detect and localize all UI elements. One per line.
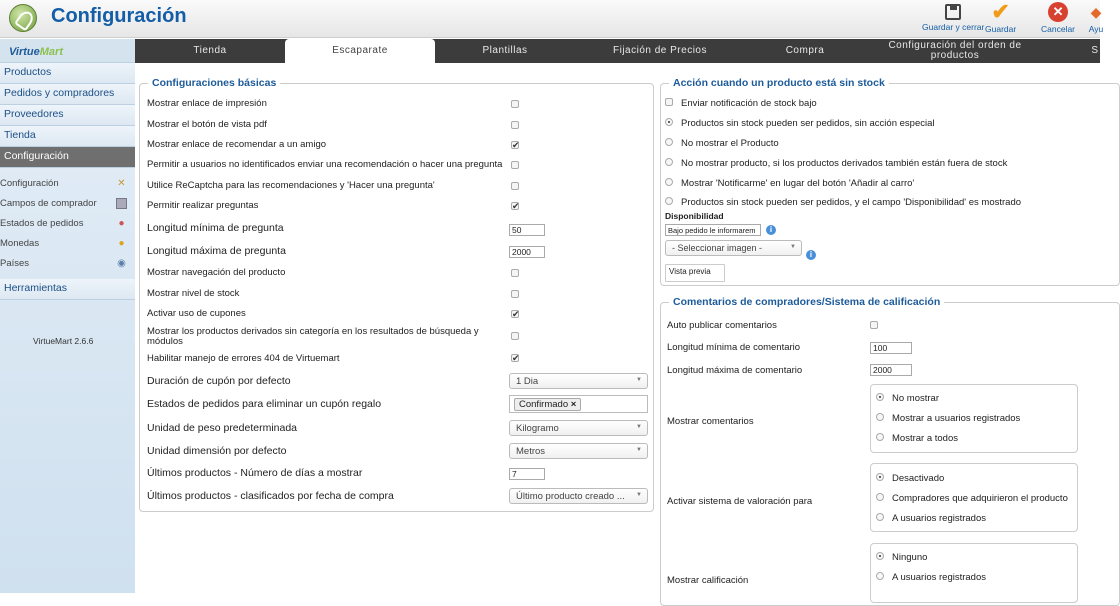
sidebar-item-proveedores[interactable]: Proveedores: [0, 105, 135, 126]
page-title: Configuración: [51, 5, 187, 27]
cancel-icon: ✕: [1048, 2, 1068, 22]
rating-option: Compradores que adquirieron el producto: [892, 493, 1068, 504]
auto-publish-label: Auto publicar comentarios: [667, 320, 777, 331]
latest-sort-label: Últimos productos - clasificados por fecha de compra: [147, 490, 394, 502]
latest-days-label: Últimos productos - Número de días a mostrar: [147, 467, 363, 479]
preview-image: Vista previa: [665, 264, 725, 282]
save-close-icon: [945, 4, 961, 20]
globe-icon: ◉: [117, 258, 126, 269]
config-logo-icon: [9, 4, 37, 32]
show-rating-option: A usuarios registrados: [892, 572, 986, 583]
availability-label: Disponibilidad: [665, 211, 724, 221]
cancel-button[interactable]: ✕ Cancelar: [1041, 4, 1076, 34]
recaptcha-checkbox[interactable]: [511, 182, 519, 190]
show-rating-radio[interactable]: [876, 552, 884, 560]
sidebar-sub-monedas[interactable]: Monedas ●: [0, 234, 135, 254]
weight-unit-select[interactable]: Kilogramo ▼: [509, 420, 648, 436]
max-question-input[interactable]: 2000: [509, 246, 545, 258]
save-button[interactable]: ✔ Guardar: [985, 0, 1017, 34]
coupon-states-label: Estados de pedidos para eliminar un cupón regalo: [147, 398, 382, 410]
opt-label: Habilitar manejo de errores 404 de Virtuemart: [147, 353, 340, 364]
coupons-checkbox[interactable]: ✔: [512, 309, 520, 319]
tab-compra[interactable]: Compra: [785, 44, 825, 56]
sidebar: [0, 39, 135, 593]
tab-precios[interactable]: Fijación de Precios: [613, 44, 707, 56]
sidebar-item-herramientas[interactable]: Herramientas: [0, 279, 135, 300]
rating-option: Desactivado: [892, 473, 945, 484]
sidebar-item-configuracion[interactable]: Configuración: [0, 147, 135, 168]
rating-radio[interactable]: [876, 493, 884, 501]
error-404-checkbox[interactable]: ✔: [512, 353, 520, 363]
stock-radio[interactable]: [665, 197, 673, 205]
min-review-label: Longitud mínima de comentario: [667, 342, 801, 353]
coupon-duration-label: Duración de cupón por defecto: [147, 375, 291, 387]
sidebar-sub-estados[interactable]: Estados de pedidos ●: [0, 214, 135, 234]
pdf-button-checkbox[interactable]: [511, 121, 519, 129]
opt-label: Mostrar enlace de recomendar a un amigo: [147, 139, 327, 150]
coupon-states-select[interactable]: [509, 395, 648, 413]
show-review-radio[interactable]: [876, 433, 884, 441]
tab-escaparate[interactable]: Escaparate: [285, 39, 435, 64]
min-question-input[interactable]: 50: [509, 224, 545, 236]
latest-sort-select[interactable]: Último producto creado ... ▼: [509, 488, 648, 504]
tab-tienda[interactable]: Tienda: [193, 44, 227, 56]
check-icon: ✔: [991, 0, 1010, 24]
tab-plantillas[interactable]: Plantillas: [482, 44, 528, 56]
ask-question-checkbox[interactable]: ✔: [512, 201, 520, 211]
dimension-unit-select[interactable]: Metros ▼: [509, 443, 648, 459]
print-link-checkbox[interactable]: [511, 100, 519, 108]
low-stock-label: Enviar notificación de stock bajo: [681, 98, 817, 109]
header-bar: [0, 0, 1104, 38]
show-review-option: Mostrar a usuarios registrados: [892, 413, 1021, 424]
tab-more[interactable]: S: [1091, 44, 1099, 56]
stock-radio[interactable]: [665, 118, 673, 126]
rating-radio[interactable]: [876, 513, 884, 521]
child-products-checkbox[interactable]: [511, 332, 519, 340]
reviews-panel: Comentarios de compradores/Sistema de calificación: [660, 296, 1120, 606]
low-stock-checkbox[interactable]: [665, 98, 673, 106]
stock-option-label: No mostrar el Producto: [681, 138, 779, 149]
remove-tag-icon: ×: [570, 399, 577, 410]
rating-system-label: Activar sistema de valoración para: [667, 496, 813, 507]
min-review-input[interactable]: 100: [870, 342, 912, 354]
status-icon: ●: [118, 218, 125, 229]
help-icon: ◆: [1090, 4, 1102, 20]
min-question-label: Longitud mínima de pregunta: [147, 222, 284, 234]
show-rating-label: Mostrar calificación: [667, 575, 749, 586]
stock-option-label: Productos sin stock pueden ser pedidos, y el campo 'Disponibilidad' es mostrado: [681, 197, 1022, 208]
sidebar-sub-campos[interactable]: Campos de comprador: [0, 194, 135, 214]
show-rating-radio[interactable]: [876, 572, 884, 580]
show-review-radio[interactable]: [876, 393, 884, 401]
basic-settings-panel: Configuraciones básicas: [139, 77, 654, 512]
weight-unit-label: Unidad de peso predeterminada: [147, 422, 298, 434]
latest-days-input[interactable]: 7: [509, 468, 545, 480]
sidebar-sub-paises[interactable]: Países ◉: [0, 258, 126, 269]
order-state-tag[interactable]: Confirmado ×: [514, 398, 581, 411]
dimension-unit-label: Unidad dimensión por defecto: [147, 445, 287, 457]
info-icon: i: [766, 225, 776, 235]
info-icon: i: [806, 250, 816, 260]
opt-label: Permitir a usuarios no identificados enviar una recomendación o hacer una pregunta: [147, 159, 503, 170]
show-review-radio[interactable]: [876, 413, 884, 421]
recommend-checkbox[interactable]: ✔: [512, 140, 520, 150]
rating-radio[interactable]: [876, 473, 884, 481]
save-close-button[interactable]: Guardar y cerrar: [922, 2, 984, 32]
stock-option-label: No mostrar producto, si los productos derivados también están fuera de stock: [681, 158, 1008, 169]
max-review-input[interactable]: 2000: [870, 364, 912, 376]
rating-option: A usuarios registrados: [892, 513, 986, 524]
stock-option-label: Productos sin stock pueden ser pedidos, sin acción especial: [681, 118, 935, 129]
max-review-label: Longitud máxima de comentario: [667, 365, 803, 376]
opt-label: Permitir realizar preguntas: [147, 200, 259, 211]
stock-option-label: Mostrar 'Notificarme' en lugar del botón 'Añadir al carro': [681, 178, 915, 189]
version-label: VirtueMart 2.6.6: [33, 336, 94, 346]
show-rating-option: Ninguno: [892, 552, 928, 563]
coins-icon: ●: [118, 238, 125, 249]
max-question-label: Longitud máxima de pregunta: [147, 245, 286, 257]
opt-label: Mostrar enlace de impresión: [147, 98, 267, 109]
anon-recommend-checkbox[interactable]: [511, 161, 519, 169]
stock-radio[interactable]: [665, 158, 673, 166]
tab-orden-productos[interactable]: Configuración del orden de productos: [888, 39, 1022, 61]
opt-label: Mostrar navegación del producto: [147, 267, 286, 278]
show-review-option: No mostrar: [892, 393, 939, 404]
opt-label: Mostrar nivel de stock: [147, 288, 240, 299]
availability-input[interactable]: Bajo pedido le informarem: [665, 224, 761, 236]
stock-level-checkbox[interactable]: [511, 290, 519, 298]
opt-label: Utilice ReCaptcha para las recomendaciones y 'Hacer una pregunta': [147, 180, 435, 191]
availability-image-select[interactable]: - Seleccionar imagen - ▼: [665, 240, 802, 256]
product-nav-checkbox[interactable]: [511, 269, 519, 277]
stock-radio[interactable]: [665, 178, 673, 186]
opt-label: Activar uso de cupones: [147, 308, 246, 319]
form-icon: [116, 198, 127, 209]
tab-bar: [135, 39, 1100, 63]
sidebar-sub-configuracion[interactable]: Configuración ✕: [0, 178, 126, 189]
tools-icon: ✕: [117, 178, 126, 189]
virtuemart-logo: VirtueMart: [0, 39, 135, 63]
show-review-option: Mostrar a todos: [892, 433, 958, 444]
opt-label: Mostrar el botón de vista pdf: [147, 119, 267, 130]
show-reviews-label: Mostrar comentarios: [667, 416, 754, 427]
sidebar-item-tienda[interactable]: Tienda: [0, 126, 135, 147]
help-button[interactable]: ◆ Ayu: [1086, 2, 1106, 34]
stock-panel: Acción cuando un producto está sin stock: [660, 77, 1120, 286]
stock-radio[interactable]: [665, 138, 673, 146]
auto-publish-checkbox[interactable]: [870, 321, 878, 329]
opt-label: Mostrar los productos derivados sin categoría en los resultados de búsqueda y módulos: [147, 326, 479, 347]
sidebar-item-productos[interactable]: Productos: [0, 63, 135, 84]
coupon-duration-select[interactable]: 1 Dia ▼: [509, 373, 648, 389]
sidebar-item-pedidos[interactable]: Pedidos y compradores: [0, 84, 135, 105]
